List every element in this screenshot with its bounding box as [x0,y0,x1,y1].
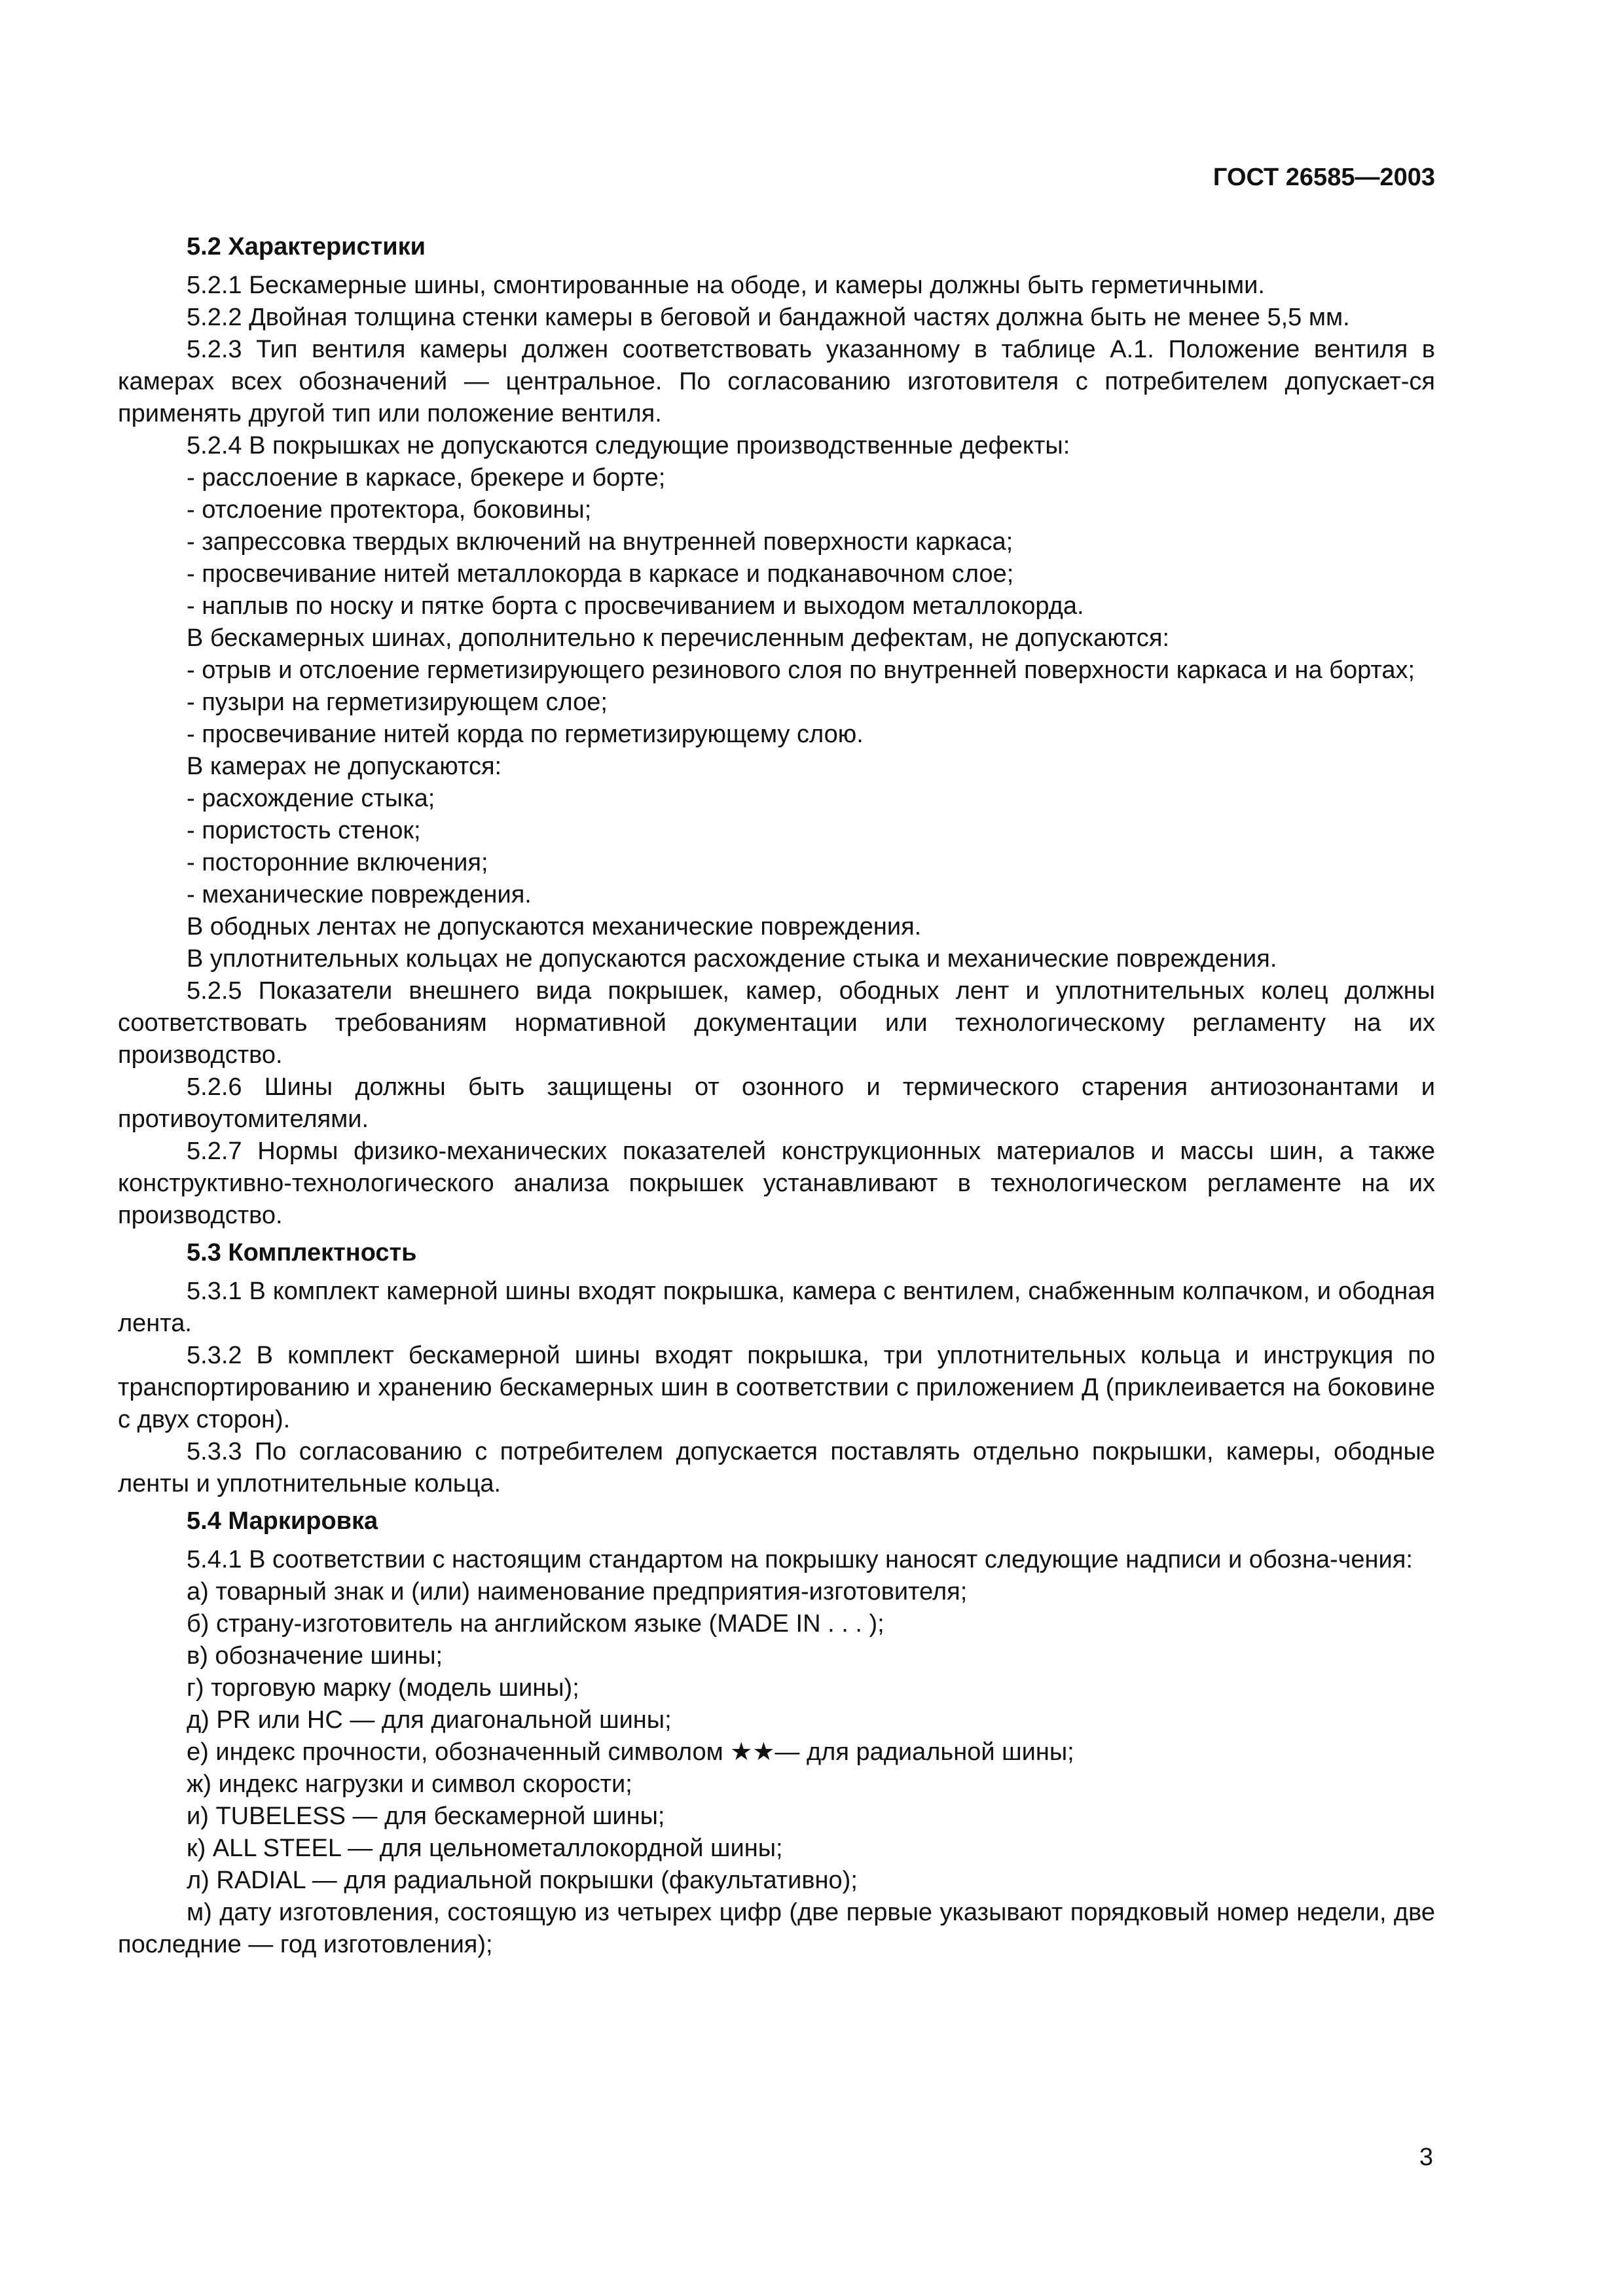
marking-item: д) PR или НС — для диагональной шины; [187,1706,672,1734]
paragraph: В ободных лентах не допускаются механические повреждения. [187,913,922,941]
list-item: - посторонние включения; [187,849,488,876]
marking-item: к) ALL STEEL — для цельнометаллокордной шины; [187,1835,783,1862]
marking-item: в) обозначение шины; [187,1642,443,1670]
list-item: - пузыри на герметизирующем слое; [187,689,608,716]
list-item: - отрыв и отслоение герметизирующего резинового слоя по внутренней поверхности каркаса и на бортах; [187,656,1415,684]
clause-5-2-3: 5.2.3 Тип вентиля камеры должен соответствовать указанному в таблице А.1. Положение вентиля в камерах всех обозначений — центральное. По согласованию изготовителя с потребителем допускает-ся применять другой тип или положение вентиля. [118,336,1435,427]
list-item: - наплыв по носку и пятке борта с просвечиванием и выходом металлокорда. [187,592,1084,620]
clause-5-2-2: 5.2.2 Двойная толщина стенки камеры в беговой и бандажной частях должна быть не менее 5,5 мм. [187,304,1350,331]
section-title: 5.4 Маркировка [187,1507,378,1535]
marking-item: г) торговую марку (модель шины); [187,1674,579,1702]
clause-5-2-7: 5.2.7 Нормы физико-механических показателей конструкционных материалов и массы шин, а также конструктивно-технологического анализа покрышек устанавливают в технологическом регламенте на их производство. [118,1138,1435,1229]
list-item: - просвечивание нитей металлокорда в каркасе и подканавочном слое; [187,560,1014,588]
clause-5-2-5: 5.2.5 Показатели внешнего вида покрышек, камер, ободных лент и уплотнительных колец должны соответствовать требованиям нормативной документации или технологическому регламенту на их производство. [118,977,1435,1069]
marking-item: ж) индекс нагрузки и символ скорости; [187,1770,632,1798]
clause-5-2-4: 5.2.4 В покрышках не допускаются следующие производственные дефекты: [187,432,1070,459]
list-item: - механические повреждения. [187,881,532,908]
list-item: - просвечивание нитей корда по герметизирующему слою. [187,721,864,748]
marking-item: е) индекс прочности, обозначенный символом ★★— для радиальной шины; [187,1738,1074,1766]
list-item: - расслоение в каркасе, брекере и борте; [187,464,666,492]
paragraph: В бескамерных шинах, дополнительно к перечисленным дефектам, не допускаются: [187,624,1170,652]
paragraph: В камерах не допускаются: [187,753,502,780]
page-number: 3 [1419,2144,1433,2171]
list-item: - отслоение протектора, боковины; [187,496,592,524]
clause-5-3-3: 5.3.3 По согласованию с потребителем допускается поставлять отдельно покрышки, камеры, ободные ленты и уплотнительные кольца. [118,1438,1435,1498]
section-title: 5.2 Характеристики [187,233,426,260]
clause-5-2-6: 5.2.6 Шины должны быть защищены от озонного и термического старения антиозонантами и противоутомителями. [118,1073,1435,1133]
clause-5-2-1: 5.2.1 Бескамерные шины, смонтированные на ободе, и камеры должны быть герметичными. [187,272,1265,299]
document-body [118,226,1435,1961]
section-title: 5.3 Комплектность [187,1239,417,1266]
clause-5-4-1: 5.4.1 В соответствии с настоящим стандартом на покрышку наносят следующие надписи и обозна-чения: [187,1546,1413,1573]
paragraph: В уплотнительных кольцах не допускаются расхождение стыка и механические повреждения. [187,945,1277,973]
marking-item: л) RADIAL — для радиальной покрышки (факультативно); [187,1867,858,1894]
clause-5-3-1: 5.3.1 В комплект камерной шины входят покрышка, камера с вентилем, снабженным колпачком, и ободная лента. [118,1278,1435,1337]
list-item: - расхождение стыка; [187,785,435,812]
marking-item: м) дату изготовления, состоящую из четырех цифр (две первые указывают порядковый номер недели, две последние — год изготовления); [118,1899,1435,1958]
marking-item: б) страну-изготовитель на английском языке (MADE IN . . . ); [187,1610,884,1638]
clause-5-3-2: 5.3.2 В комплект бескамерной шины входят покрышка, три уплотнительных кольца и инструкция по транспортированию и хранению бескамерных шин в соответствии с приложением Д (приклеивается на боковине с двух сторон). [118,1342,1435,1433]
document-header: ГОСТ 26585—2003 [1213,164,1435,191]
list-item: - запрессовка твердых включений на внутренней поверхности каркаса; [187,528,1013,556]
list-item: - пористость стенок; [187,817,421,844]
marking-item: и) TUBELESS — для бескамерной шины; [187,1803,665,1830]
marking-item: а) товарный знак и (или) наименование предприятия-изготовителя; [187,1578,968,1605]
